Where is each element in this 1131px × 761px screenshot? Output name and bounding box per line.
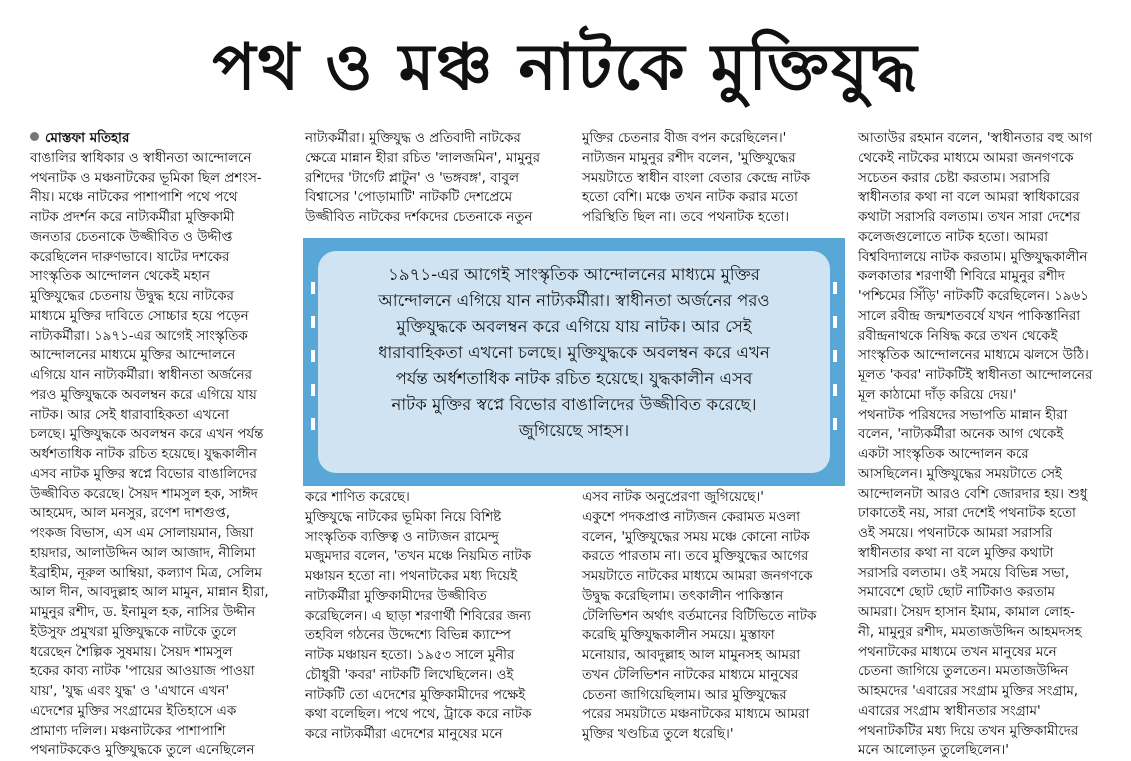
text-line: কথাটা সরাসরি বলতাম। তখন সারা দেশের [858, 210, 1081, 225]
text-line: পথনাটক পরিষদের সভাপতি মান্নান হীরা [858, 407, 1068, 423]
text-line: সাংস্কৃতিক ব্যক্তিত্ব ও নাট্যজন রামেন্দু [305, 529, 499, 545]
text-line: স্বাধীনতার কথা না বলে মুক্তির কথাটা [858, 545, 1054, 561]
text-line: মাধ্যমে মুক্তির দাবিতে সোচ্চার হয়ে পড়েন [30, 308, 249, 324]
text-line: ওই সময়ে। পথনাটকে আমরা সরাসরি [858, 526, 1053, 541]
text-line: সমাবেশে ছোট ছোট নাটিকাও করতাম [858, 585, 1055, 601]
text-line: সাংস্কৃতিক আন্দোলন থেকেই মহান [30, 269, 210, 285]
pullquote-line: ধারাবাহিকতা এখনো চলছে। মুক্তিযুদ্ধকে অবলম্বন করে এখন [378, 343, 770, 362]
text-line: এদেশের মুক্তির সংগ্রামের ইতিহাসে এক [30, 703, 237, 719]
text-line: চলছে। মুক্তিযুদ্ধকে অবলম্বন করে এখন পর্যন্ত [30, 427, 264, 443]
text-line: মনে আলোড়ন তুলেছিলেন।' [858, 743, 1009, 759]
text-line: নাট্যকর্মীরা মুক্তিকামীদের উজ্জীবিত [305, 588, 487, 604]
text-line: বলেন, 'নাট্যকর্মীরা অনেক আগ থেকেই [858, 427, 1064, 443]
text-line: আসছিলেন। মুক্তিযুদ্ধের সময়টাতে সেই [858, 466, 1062, 482]
text-line: মূল কাঠামো দাঁড় করিয়ে দেয়।' [858, 387, 1017, 403]
text-line: মামুনুর রশীদ, ড. ইনামুল হক, নাসির উদ্দীন [30, 605, 256, 620]
text-line: এসব নাটক মুক্তির স্বপ্নে বিভোর বাঙালিদের [30, 466, 257, 482]
text-line: নাটকটি তো এদেশের মুক্তিকামীদের পক্ষেই [305, 687, 526, 703]
text-line: পংকজ বিভাস, এস এম সোলায়মান, জিয়া [30, 526, 254, 541]
article-column-2-bottom [305, 488, 575, 746]
author-name: মোস্তফা মতিহার [45, 131, 130, 146]
text-line: চৌধুরী 'কবর' নাটকটি লিখেছিলেন। ওই [305, 667, 514, 683]
text-line: রবীন্দ্রনাথকে নিষিদ্ধ করে তখন থেকেই [858, 328, 1058, 344]
text-line: মজুমদার বলেন, 'তখন মঞ্চে নিয়মিত নাটক [305, 549, 532, 565]
text-line: নাট্যজন মামুনুর রশীদ বলেন, 'মুক্তিযুদ্ধের [582, 150, 796, 166]
text-line: চেতনা জাগিয়ে তুলতেন। মমতাজউদ্দিন [858, 664, 1069, 680]
text-line: আহমেদ, আল মনসুর, রণেশ দাশগুপ্ত, [30, 506, 231, 522]
text-line: নাটক। আর সেই ধারাবাহিকতা এখনো [30, 407, 229, 423]
pullquote-line: আন্দোলনে এগিয়ে যান নাট্যকর্মীরা। স্বাধীনতা অর্জনের পরও [378, 291, 770, 310]
text-line: মুক্তির চেতনার বীজ বপন করেছিলেন।' [582, 131, 787, 146]
text-line: উদ্বুদ্ধ করেছিলাম। তৎকালীন পাকিস্তান [582, 588, 784, 604]
text-line: পথনাটকটির মধ্য দিয়ে তখন মুক্তিকামীদের [858, 723, 1079, 739]
text-line: নাটক মঞ্চায়ন হতো। ১৯৫৩ সালে মুনীর [305, 648, 515, 663]
text-line: করেছি মুক্তিযুদ্ধকালীন সময়ে। মুস্তাফা [582, 628, 775, 644]
text-line: স্বাধীনতার কথা না বলে আমরা স্বাধিকারের [858, 190, 1080, 206]
text-line: যায়', 'যুদ্ধ এবং যুদ্ধ' ও 'এখানে এখন' [30, 684, 230, 699]
text-line: কলকাতার শরণার্থী শিবিরে মামুনুর রশীদ [858, 269, 1065, 285]
pullquote-left-dashes [311, 282, 315, 452]
text-line: এবারের সংগ্রাম স্বাধীনতার সংগ্রাম' [858, 703, 1041, 719]
text-line: পরও মুক্তিযুদ্ধকে অবলম্বন করে এগিয়ে যায় [30, 387, 257, 403]
byline [30, 129, 295, 149]
text-line: তহবিল গঠনের উদ্দেশ্যে বিভিন্ন ক্যাম্পে [305, 628, 511, 644]
article-column-2-top [305, 129, 575, 229]
text-line: ক্ষেত্রে মান্নান হীরা রচিত 'লালজমিন', মামুনুর [305, 150, 541, 166]
text-line: বলেন, 'মুক্তিযুদ্ধের সময় মঞ্চে কোনো নাটক [582, 529, 810, 545]
pullquote-line: জুগিয়েছে সাহস। [518, 421, 630, 440]
text-line: মুক্তিযুদ্ধে নাটকের ভূমিকা নিয়ে বিশিষ্ট [305, 509, 502, 525]
text-line: বিশ্বাসের 'পোড়ামাটি' নাটকটি দেশপ্রেমে [305, 190, 513, 206]
text-line: সাংস্কৃতিক আন্দোলনের মাধ্যমে ঝলসে উঠি। [858, 348, 1089, 364]
text-line: করেছিলেন। এ ছাড়া শরণার্থী শিবিরের জন্য [305, 608, 531, 624]
text-line: আমরা। সৈয়দ হাসান ইমাম, কামাল লোহ- [858, 605, 1075, 620]
text-line: মুক্তিযুদ্ধের চেতনায় উদ্বুদ্ধ হয়ে নাটকের [30, 289, 234, 304]
text-line: করেছিলেন দারুণভাবে। ষাটের দশকের [30, 249, 230, 265]
text-line: নাট্যকর্মীরা। ১৯৭১-এর আগেই সাংস্কৃতিক [30, 328, 248, 344]
pullquote-line: ১৯৭১-এর আগেই সাংস্কৃতিক আন্দোলনের মাধ্যমে মুক্তির [388, 265, 760, 284]
text-line: করে শাণিত করেছে। [305, 490, 410, 505]
text-line: হায়দার, আলাউদ্দিন আল আজাদ, নীলিমা [30, 545, 256, 561]
text-line: পথনাটক ও মঞ্চনাটকের ভূমিকা ছিল প্রশংস- [30, 170, 262, 186]
text-line: সময়টাতে স্বাধীন বাংলা বেতার কেন্দ্রে নাটক [582, 170, 811, 186]
pullquote-right-dashes [833, 282, 837, 452]
text-line: উজ্জীবিত নাটকের দর্শকদের চেতনাকে নতুন [305, 210, 533, 225]
text-line: উজ্জীবিত করেছে। সৈয়দ শামসুল হক, সাঈদ [30, 486, 258, 502]
text-line: মুক্তির খণ্ডচিত্র তুলে ধরেছি।' [582, 727, 734, 742]
text-line: নাট্যকর্মীরা। মুক্তিযুদ্ধ ও প্রতিবাদী নাটকের [305, 131, 521, 146]
text-line: একুশে পদকপ্রাপ্ত নাট্যজন কেরামত মওলা [582, 509, 800, 525]
text-line: কলেজগুলোতে নাটক হতো। আমরা [858, 229, 1049, 245]
text-line: হকের কাব্য নাটক 'পায়ের আওয়াজ পাওয়া [30, 664, 255, 680]
pullquote-line: মুক্তিযুদ্ধকে অবলম্বন করে এগিয়ে যায় নাটক। আর সেই [396, 317, 752, 336]
text-line: সময়টাতে নাটকের মাধ্যমে আমরা জনগণকে [582, 569, 813, 584]
text-line: করে নাট্যকর্মীরা এদেশের মানুষের মনে [305, 727, 503, 742]
article-headline: পথ ও মঞ্চ নাটকে মুক্তিযুদ্ধ [212, 31, 919, 105]
text-line: হতো বেশি। মঞ্চে তখন নাটক করার মতো [582, 190, 798, 206]
text-line: ধরেছেন শৈল্পিক সুষমায়। সৈয়দ শামসুল [30, 644, 233, 660]
text-line: আতাউর রহমান বলেন, 'স্বাধীনতার বহু আগ [858, 131, 1093, 146]
text-line: জনতার চেতনাকে উজ্জীবিত ও উদ্দীপ্ত [30, 229, 233, 245]
text-line: সচেতন করার চেষ্টা করতাম। সরাসরি [858, 170, 1051, 186]
text-line: ইব্রাহীম, নূরুল আম্বিয়া, কল্যাণ মিত্র, সেলিম [30, 565, 262, 581]
text-line: পথনাটকের মাধ্যমে তখন মানুষের মনে [858, 644, 1057, 660]
text-line: বিশ্ববিদ্যালয়ে নাটক করতাম। মুক্তিযুদ্ধকালীন [858, 249, 1088, 265]
text-line: পরিস্থিতি ছিল না। তবে পথনাটক হতো। [582, 210, 790, 225]
pullquote-text [332, 262, 816, 444]
text-line: রশিদের 'টার্গেট প্লাটুন' ও 'ভঙ্গবঙ্গ', বাবুল [305, 170, 519, 186]
text-line: নাটক প্রদর্শন করে নাট্যকর্মীরা মুক্তিকামী [30, 210, 235, 225]
article-column-1 [30, 129, 295, 759]
text-line: মূলত 'কবর' নাটকটিই স্বাধীনতা আন্দোলনের [858, 368, 1093, 383]
text-line: করতে পারতাম না। তবে মুক্তিযুদ্ধের আগের [582, 549, 809, 565]
text-line: আন্দোলনের মাধ্যমে মুক্তির আন্দোলনে [30, 348, 236, 364]
text-line: চেতনা জাগিয়েছিলাম। আর মুক্তিযুদ্ধের [582, 687, 787, 703]
text-line: আন্দোলনটা আরও বেশি জোরদার হয়। শুধু [858, 486, 1088, 502]
text-line: আল দীন, আবদুল্লাহ আল মামুন, মান্নান হীরা, [30, 585, 269, 601]
text-line: তখন টেলিভিশন নাটকের মাধ্যমে মানুষের [582, 667, 799, 683]
text-line: ইউসুফ প্রমুখরা মুক্তিযুদ্ধকে নাটকে তুলে [30, 624, 237, 640]
pullquote-line: পর্যন্ত অর্ধশতাধিক নাটক রচিত হয়েছে। যুদ্ধকালীন এসব [395, 369, 753, 388]
text-line: অর্ধশতাধিক নাটক রচিত হয়েছে। যুদ্ধকালীন [30, 447, 257, 462]
text-line: মঞ্চায়ন হতো না। পথনাটকের মধ্য দিয়েই [305, 569, 518, 584]
text-line: টেলিভিশন অর্থাৎ বর্তমানের বিটিভিতে নাটক [582, 608, 817, 624]
text-line: ঢাকাতেই নয়, সারা দেশেই পথনাটক হতো [858, 506, 1076, 522]
text-line: পরের সময়টাতে মঞ্চনাটকের মাধ্যমে আমরা [582, 707, 810, 723]
text-line: পথনাটককেও মুক্তিযুদ্ধকে তুলে এনেছিলেন [30, 743, 255, 759]
text-line: আহমদের 'এবারের সংগ্রাম মুক্তির সংগ্রাম, [858, 684, 1079, 699]
text-line: 'পশ্চিমের সিঁড়ি' নাটকটি করেছিলেন। ১৯৬১ [858, 289, 1089, 304]
text-line: সালে রবীন্দ্র জন্মশতবর্ষে যখন পাকিস্তানিরা [858, 308, 1081, 324]
text-line: কথা বলেছিল। পথে পথে, ট্রাকে করে নাটক [305, 707, 532, 723]
text-line: এসব নাটক অনুপ্রেরণা জুগিয়েছে।' [582, 490, 764, 505]
text-line: প্রামাণ্য দলিল। মঞ্চনাটকের পাশাপাশি [30, 723, 226, 739]
bullet-icon [30, 132, 39, 141]
text-line: বাঙালির স্বাধিকার ও স্বাধীনতা আন্দোলনে [30, 150, 252, 166]
article-column-4 [858, 129, 1126, 759]
text-line: একটা সাংস্কৃতিক আন্দোলন করে [858, 447, 1029, 462]
text-line: নী, মামুনুর রশীদ, মমতাজউদ্দিন আহমদসহ [858, 624, 1082, 640]
text-line: এগিয়ে যান নাট্যকর্মীরা। স্বাধীনতা অর্জনের [30, 368, 253, 383]
article-column-3-top [582, 129, 852, 229]
text-line: মনোয়ার, আবদুল্লাহ আল মামুনসহ আমরা [582, 648, 801, 663]
article-column-3-bottom [582, 488, 852, 746]
text-line: থেকেই নাটকের মাধ্যমে আমরা জনগণকে [858, 150, 1074, 166]
text-line: নীয়। মঞ্চে নাটকের পাশাপাশি পথে পথে [30, 190, 238, 206]
pullquote-line: নাটক মুক্তির স্বপ্নে বিভোর বাঙালিদের উজ্জীবিত করেছে। [391, 395, 757, 414]
text-line: সরাসরি বলতাম। ওই সময়ে বিভিন্ন সভা, [858, 565, 1070, 581]
